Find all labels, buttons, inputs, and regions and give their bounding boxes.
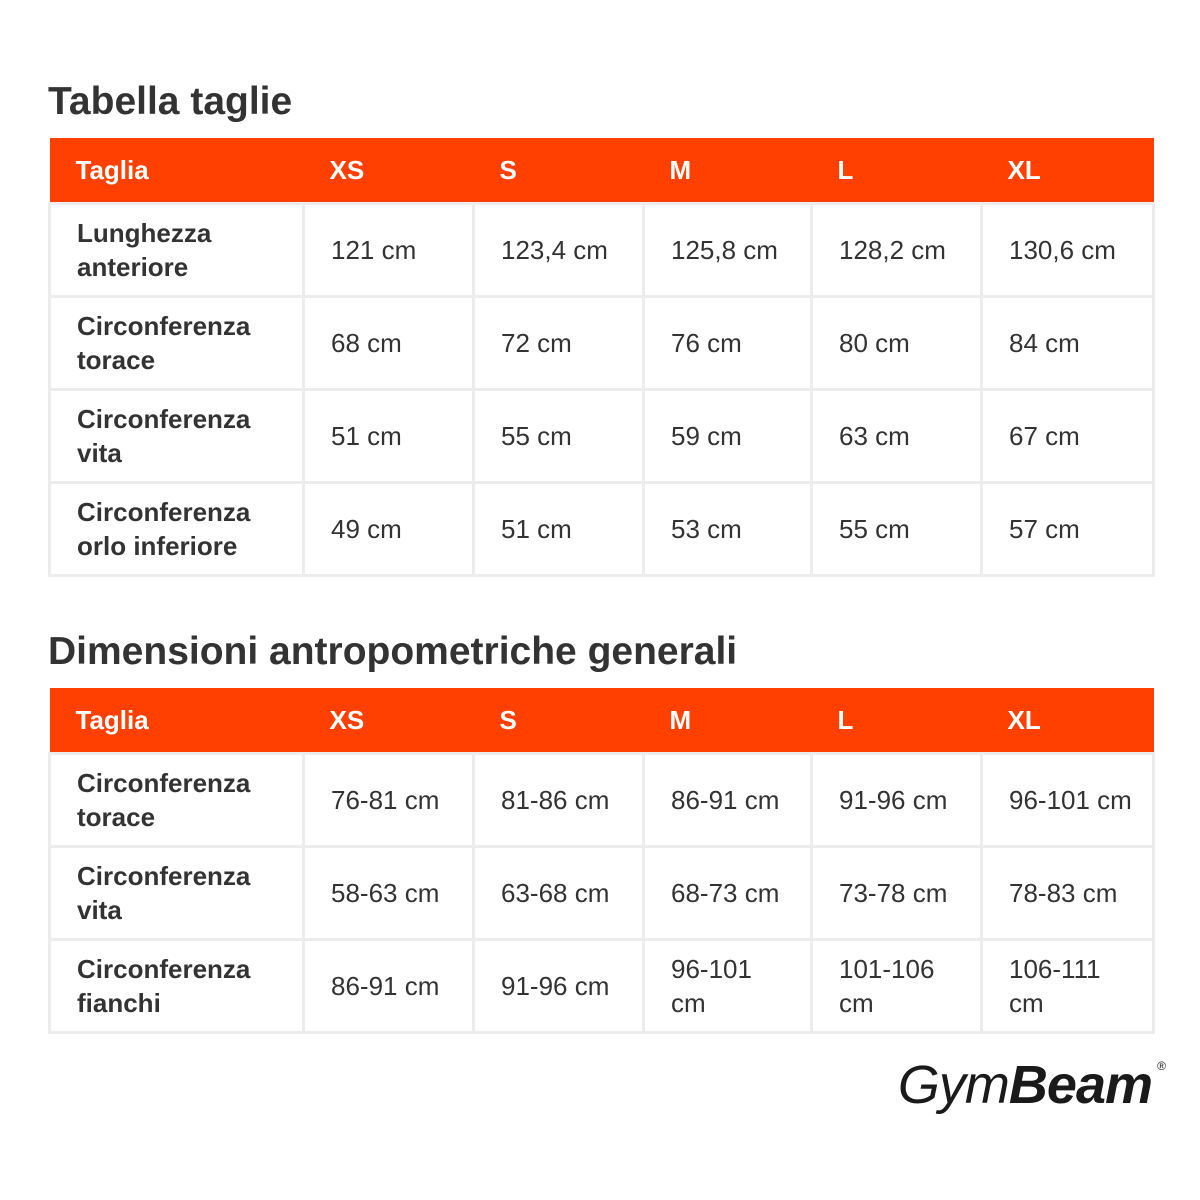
header-cell-m: M — [644, 138, 812, 204]
table-cell: 91-96 cm — [474, 940, 644, 1033]
table-cell: 128,2 cm — [812, 204, 982, 297]
table-cell: 51 cm — [474, 483, 644, 576]
header-cell-size: Taglia — [50, 138, 304, 204]
table-cell: 57 cm — [982, 483, 1154, 576]
table-cell: 81-86 cm — [474, 754, 644, 847]
table-cell: 72 cm — [474, 297, 644, 390]
row-label: Lunghezza anteriore — [50, 204, 304, 297]
row-label: Circonferenza orlo inferiore — [50, 483, 304, 576]
row-label: Circonferenza vita — [50, 847, 304, 940]
table-cell: 67 cm — [982, 390, 1154, 483]
header-cell-size: Taglia — [50, 688, 304, 754]
table-cell: 96-101 cm — [644, 940, 812, 1033]
table-cell: 86-91 cm — [644, 754, 812, 847]
table-cell: 91-96 cm — [812, 754, 982, 847]
table-row — [50, 390, 1154, 483]
table-row — [50, 483, 1154, 576]
header-cell-s: S — [474, 138, 644, 204]
table-cell: 68-73 cm — [644, 847, 812, 940]
table-row — [50, 204, 1154, 297]
header-cell-m: M — [644, 688, 812, 754]
table-cell: 76-81 cm — [304, 754, 474, 847]
table-header-row — [50, 138, 1154, 204]
table-cell: 86-91 cm — [304, 940, 474, 1033]
table-cell: 123,4 cm — [474, 204, 644, 297]
row-label: Circonferenza torace — [50, 297, 304, 390]
size-chart-table — [48, 138, 1155, 577]
header-cell-xs: XS — [304, 688, 474, 754]
table-cell: 73-78 cm — [812, 847, 982, 940]
anthropometric-table — [48, 688, 1155, 1034]
header-cell-l: L — [812, 688, 982, 754]
row-label: Circonferenza torace — [50, 754, 304, 847]
header-cell-s: S — [474, 688, 644, 754]
gymbeam-logo: GymBeam ® — [897, 1055, 1166, 1115]
table-cell: 55 cm — [812, 483, 982, 576]
table-row — [50, 847, 1154, 940]
table-cell: 125,8 cm — [644, 204, 812, 297]
table-cell: 84 cm — [982, 297, 1154, 390]
size-chart-title: Tabella taglie — [48, 80, 293, 123]
table-cell: 63-68 cm — [474, 847, 644, 940]
table-cell: 51 cm — [304, 390, 474, 483]
table-cell: 76 cm — [644, 297, 812, 390]
anthropometric-title: Dimensioni antropometriche generali — [48, 630, 738, 673]
table-cell: 78-83 cm — [982, 847, 1154, 940]
header-cell-xs: XS — [304, 138, 474, 204]
table-cell: 130,6 cm — [982, 204, 1154, 297]
table-cell: 53 cm — [644, 483, 812, 576]
table-cell: 80 cm — [812, 297, 982, 390]
header-cell-l: L — [812, 138, 982, 204]
table-cell: 55 cm — [474, 390, 644, 483]
table-row — [50, 940, 1154, 1033]
table-cell: 49 cm — [304, 483, 474, 576]
table-cell: 58-63 cm — [304, 847, 474, 940]
table-cell: 106-111 cm — [982, 940, 1154, 1033]
table-cell: 96-101 cm — [982, 754, 1154, 847]
table-cell: 68 cm — [304, 297, 474, 390]
row-label: Circonferenza vita — [50, 390, 304, 483]
header-cell-xl: XL — [982, 688, 1154, 754]
table-row — [50, 297, 1154, 390]
table-cell: 63 cm — [812, 390, 982, 483]
table-cell: 101-106 cm — [812, 940, 982, 1033]
table-cell: 121 cm — [304, 204, 474, 297]
table-header-row — [50, 688, 1154, 754]
table-cell: 59 cm — [644, 390, 812, 483]
row-label: Circonferenza fianchi — [50, 940, 304, 1033]
table-row — [50, 754, 1154, 847]
header-cell-xl: XL — [982, 138, 1154, 204]
